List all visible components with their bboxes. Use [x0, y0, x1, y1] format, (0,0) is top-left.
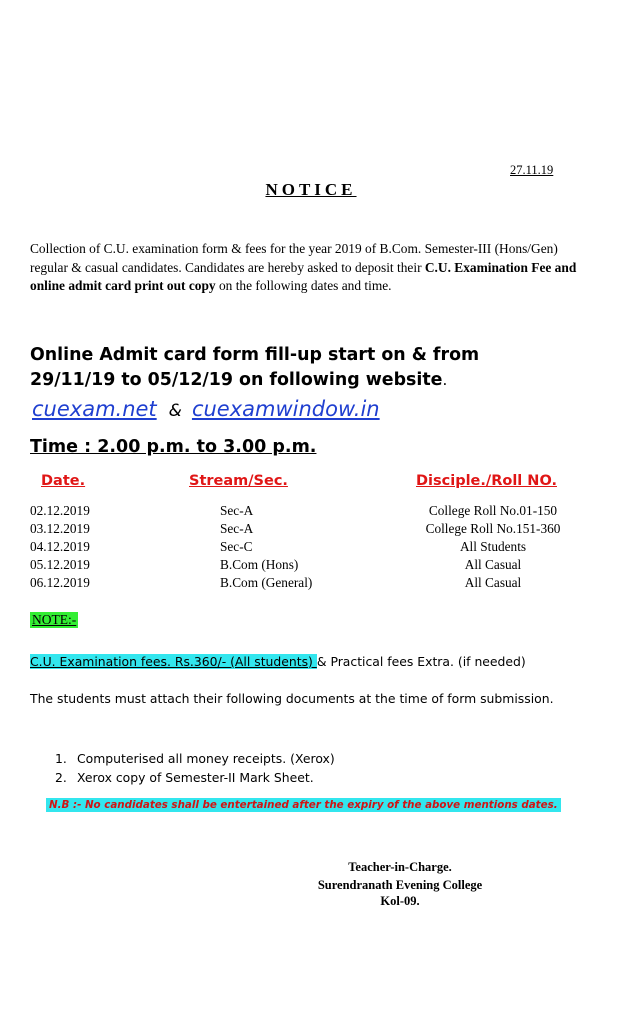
signature-college: Surendranath Evening College: [317, 878, 483, 892]
row-date: 02.12.2019: [30, 503, 90, 518]
row-date: 05.12.2019: [30, 557, 90, 572]
documents-list: [55, 750, 335, 787]
row-date: 04.12.2019: [30, 539, 90, 554]
row-date: 03.12.2019: [30, 521, 90, 536]
table-row: [0, 557, 622, 575]
table-row: [0, 575, 622, 593]
signature-role: Teacher-in-Charge.: [348, 860, 452, 874]
fees-paragraph: [30, 653, 590, 671]
website-amp: &: [168, 401, 182, 421]
header-stream: Stream/Sec.: [189, 473, 288, 489]
intro-text-2: on the following dates and time.: [215, 278, 392, 294]
website-link-cuexamwindow[interactable]: cuexamwindow.in: [191, 397, 380, 421]
list-item-text: Xerox copy of Semester-II Mark Sheet.: [77, 769, 314, 785]
list-item: [55, 769, 335, 788]
list-item-number: 1.: [55, 751, 67, 766]
table-row: [0, 539, 622, 557]
table-row: [0, 521, 622, 539]
website-link-cuexam[interactable]: cuexam.net: [32, 397, 157, 421]
row-stream: B.Com (Hons): [220, 557, 299, 572]
online-line-1: Online Admit card form fill-up start on & from: [30, 345, 480, 365]
table-row: [0, 503, 622, 521]
row-stream: Sec-A: [220, 503, 254, 518]
intro-text-bold: C.U. Examination Fee and online admit card print out copy: [30, 259, 577, 294]
fees-highlight: C.U. Examination fees. Rs.360/- (All students): [30, 654, 317, 669]
row-stream: Sec-A: [220, 521, 254, 536]
documents-paragraph: The students must attach their following documents at the time of form submission.: [30, 691, 554, 706]
row-discipline: College Roll No.01-150: [428, 503, 558, 518]
list-item-number: 2.: [55, 769, 67, 785]
online-line-2: 29/11/19 to 05/12/19 on following website: [30, 370, 443, 390]
nb-warning: N.B :- No candidates shall be entertained after the expiry of the above mentions dates.: [46, 798, 561, 812]
row-discipline: All Casual: [464, 575, 522, 590]
online-line-2-tail: .: [442, 371, 448, 389]
intro-paragraph: [30, 240, 595, 296]
website-links: [32, 397, 380, 421]
row-discipline: College Roll No.151-360: [425, 521, 561, 536]
list-item: [55, 750, 335, 769]
header-date: Date.: [41, 473, 86, 489]
note-label: NOTE:-: [32, 612, 77, 627]
fees-rest: & Practical fees Extra. (if needed): [316, 654, 526, 669]
time-line: Time : 2.00 p.m. to 3.00 p.m.: [30, 437, 317, 457]
online-fillup-heading: [30, 343, 610, 393]
row-discipline: All Students: [459, 539, 527, 554]
notice-title: NOTICE: [265, 180, 357, 199]
row-discipline: All Casual: [464, 557, 522, 572]
list-item-text: Computerised all money receipts. (Xerox): [77, 751, 335, 766]
row-stream: B.Com (General): [220, 575, 313, 590]
signature-location: Kol-09.: [380, 894, 420, 908]
row-date: 06.12.2019: [30, 575, 90, 590]
intro-text-1: Collection of C.U. examination form & fees for the year 2019 of B.Com. Semester-III (Hons/Gen) regular & casual candidates. Candidates are hereby asked to deposit their: [30, 241, 558, 275]
header-discipline: Disciple./Roll NO.: [416, 473, 557, 489]
notice-date: 27.11.19: [510, 163, 554, 177]
row-stream: Sec-C: [220, 539, 253, 554]
